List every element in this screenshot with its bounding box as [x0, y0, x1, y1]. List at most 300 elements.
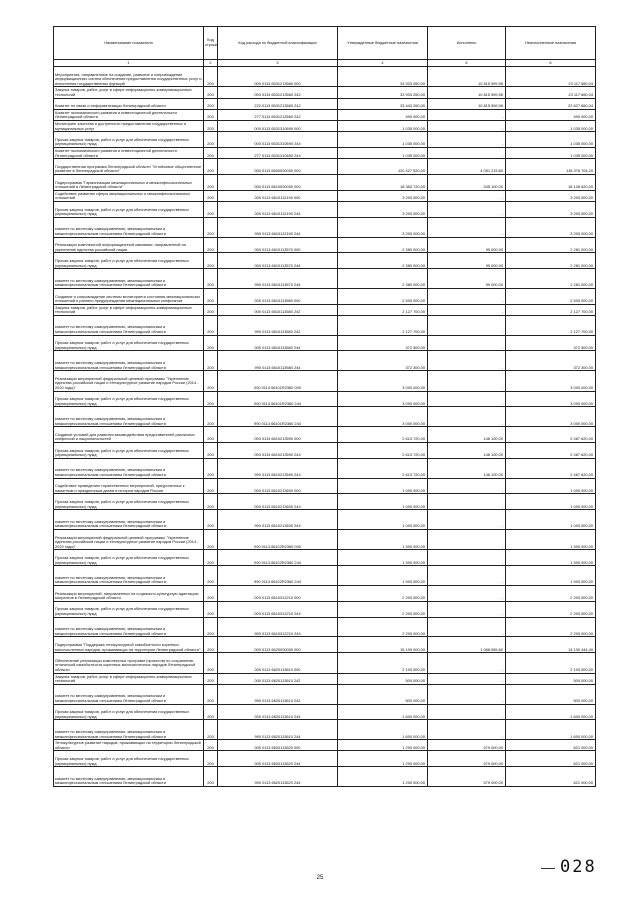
row-line-code: 200 — [204, 304, 218, 315]
row-unexecuted: 14 130 444,40 — [506, 637, 596, 653]
row-budget-code: 277 0113 6531310690 244 — [218, 147, 338, 158]
row-executed: - — [428, 673, 506, 684]
row-approved: 2 613 720,00 — [338, 458, 428, 478]
header-line-code: Код строки — [204, 27, 218, 60]
table-row — [54, 740, 596, 751]
row-approved: 33 933 260,00 — [338, 87, 428, 98]
row-name: Закупка товаров, работ, услуг в сфере информационно-коммуникационных технологий — [54, 304, 204, 315]
row-name: комитет по местному самоуправлению, межнациональным и межконфессиональным отношениям Ленинградской области — [54, 767, 204, 787]
row-line-code: 200 — [204, 751, 218, 767]
row-unexecuted: 2 127 700,00 — [506, 315, 596, 335]
row-unexecuted: 1 500 000,00 — [506, 566, 596, 586]
row-approved: 1 200 000,00 — [338, 740, 428, 751]
row-executed: 579 000,00 — [428, 751, 506, 767]
row-unexecuted: 1 600 000,00 — [506, 704, 596, 720]
column-number: 3 — [218, 60, 338, 67]
row-line-code: 200 — [204, 335, 218, 351]
row-executed: 1 068 555,60 — [428, 637, 506, 653]
row-approved: 372 300,00 — [338, 335, 428, 351]
row-line-code: 200 — [204, 67, 218, 87]
row-unexecuted: 1 500 000,00 — [506, 550, 596, 566]
row-budget-code: 990 0113 6620113610 242 — [218, 684, 338, 704]
table-row — [54, 617, 596, 637]
row-executed: - — [428, 586, 506, 602]
row-unexecuted: 490 000,00 — [506, 109, 596, 120]
row-unexecuted: 2 200 000,00 — [506, 601, 596, 617]
row-line-code: 200 — [204, 458, 218, 478]
row-budget-code: 000 0113 6610312210 000 — [218, 586, 338, 602]
row-budget-code: 000 0113 6610112190 000 — [218, 190, 338, 201]
row-executed: - — [428, 550, 506, 566]
row-line-code: 200 — [204, 510, 218, 530]
row-unexecuted: 2 500 000,00 — [506, 288, 596, 304]
row-executed: - — [428, 190, 506, 201]
row-executed: - — [428, 510, 506, 530]
row-line-code: 200 — [204, 269, 218, 289]
row-budget-code: 990 0113 6620113610 244 — [218, 720, 338, 740]
table-row — [54, 601, 596, 617]
row-approved: 2 613 720,00 — [338, 427, 428, 443]
row-executed: - — [428, 147, 506, 158]
row-approved: 1 200 000,00 — [338, 767, 428, 787]
row-unexecuted: 1 000 000,00 — [506, 494, 596, 510]
row-budget-code: 990 0113 6610113580 244 — [218, 351, 338, 371]
row-executed: - — [428, 494, 506, 510]
row-unexecuted: 1 035 000,00 — [506, 147, 596, 158]
row-name: комитет по местному самоуправлению, межнациональным и межконфессиональным отношениям Ленинградской области — [54, 458, 204, 478]
row-name: Прочая закупка товаров, работ и услуг для обеспечения государственных (муниципальных) нужд — [54, 751, 204, 767]
column-number: 1 — [54, 60, 204, 67]
row-budget-code: 990 0113 6620113620 244 — [218, 767, 338, 787]
row-budget-code: 000 0113 6610112190 244 — [218, 201, 338, 217]
row-line-code: 200 — [204, 147, 218, 158]
row-unexecuted: 3 000 000,00 — [506, 407, 596, 427]
row-line-code: 200 — [204, 288, 218, 304]
sheet-stamp-number: 028 — [560, 857, 597, 877]
row-line-code: 200 — [204, 704, 218, 720]
row-budget-code: 000 0113 6610213600 000 — [218, 478, 338, 494]
row-budget-code: 000 0113 6610213600 244 — [218, 494, 338, 510]
header-name: Наименование показателя — [54, 27, 204, 60]
row-name: комитет по местному самоуправлению, межнациональным и межконфессиональным отношениям Ленинградской области — [54, 510, 204, 530]
row-line-code: 200 — [204, 315, 218, 335]
row-unexecuted: 2 200 000,00 — [506, 617, 596, 637]
row-name: Прочая закупка товаров, работ и услуг для обеспечения государственных (муниципальных) нужд — [54, 201, 204, 217]
row-unexecuted: 23 117 660,04 — [506, 67, 596, 87]
table-row — [54, 109, 596, 120]
row-name: Прочая закупка товаров, работ и услуг для обеспечения государственных (муниципальных) нужд — [54, 550, 204, 566]
row-unexecuted: 2 467 620,00 — [506, 443, 596, 459]
table-row — [54, 566, 596, 586]
table-row — [54, 637, 596, 653]
row-approved: 3 200 000,00 — [338, 201, 428, 217]
table-row — [54, 510, 596, 530]
row-line-code: 200 — [204, 740, 218, 751]
row-line-code: 200 — [204, 637, 218, 653]
row-budget-code: 990 0113 66101R2360 244 — [218, 407, 338, 427]
row-budget-code: 990 0113 6610113580 242 — [218, 315, 338, 335]
row-executed: - — [428, 653, 506, 673]
row-approved: 1 500 000,00 — [338, 530, 428, 550]
row-line-code: 200 — [204, 767, 218, 787]
row-approved: 1 000 000,00 — [338, 494, 428, 510]
table-row — [54, 304, 596, 315]
row-executed: - — [428, 201, 506, 217]
row-executed: 579 000,00 — [428, 767, 506, 787]
row-executed: - — [428, 304, 506, 315]
row-line-code: 200 — [204, 443, 218, 459]
table-row — [54, 684, 596, 704]
row-line-code: 200 — [204, 427, 218, 443]
row-budget-code: 000 0113 6620113610 000 — [218, 653, 338, 673]
row-budget-code: 000 0113 6610113580 000 — [218, 288, 338, 304]
row-name: комитет по местному самоуправлению, межнациональным и межконфессиональным отношениям Ленинградской области — [54, 217, 204, 237]
row-approved: 3 200 000,00 — [338, 217, 428, 237]
table-row — [54, 315, 596, 335]
row-name: Реализация мероприятий, направленных на социально-культурную адаптацию мигрантов в Ленинградской области — [54, 586, 204, 602]
row-executed: - — [428, 601, 506, 617]
row-approved: 1 000 000,00 — [338, 478, 428, 494]
row-budget-code: 000 0113 6610113570 000 — [218, 237, 338, 253]
row-budget-code: 000 0113 6600000000 000 — [218, 159, 338, 175]
table-row — [54, 335, 596, 351]
column-number: 5 — [428, 60, 506, 67]
row-name: комитет по местному самоуправлению, межнациональным и межконфессиональным отношениям Ленинградской области — [54, 351, 204, 371]
row-executed: - — [428, 720, 506, 740]
row-budget-code: 000 0113 66102R2360 000 — [218, 530, 338, 550]
row-approved: 3 000 000,00 — [338, 391, 428, 407]
table-row — [54, 201, 596, 217]
row-executed: 4 051 215,80 — [428, 159, 506, 175]
row-budget-code: 000 0113 66102R2360 244 — [218, 550, 338, 566]
row-unexecuted: 1 000 000,00 — [506, 478, 596, 494]
row-executed: 245 100,00 — [428, 174, 506, 190]
table-row — [54, 443, 596, 459]
table-row — [54, 132, 596, 148]
header-approved: Утвержденные бюджетные назначения — [338, 27, 428, 60]
table-row — [54, 391, 596, 407]
row-approved: 2 613 720,00 — [338, 443, 428, 459]
row-line-code: 200 — [204, 530, 218, 550]
row-name: Комитет экономического развития и инвестиционной деятельности Ленинградской области — [54, 109, 204, 120]
row-line-code: 200 — [204, 159, 218, 175]
row-approved: 490 000,00 — [338, 109, 428, 120]
table-row — [54, 704, 596, 720]
row-name: Подпрограмма "Гармонизация межнациональных и межконфессиональных отношений в Ленинградской области" — [54, 174, 204, 190]
row-unexecuted: 1 000 000,00 — [506, 510, 596, 530]
table-row — [54, 767, 596, 787]
row-approved: 2 100 000,00 — [338, 653, 428, 673]
column-number: 2 — [204, 60, 218, 67]
row-line-code: 200 — [204, 684, 218, 704]
column-number: 4 — [338, 60, 428, 67]
row-line-code: 200 — [204, 174, 218, 190]
row-name: Реализация мероприятий федеральной целевой программы "Укрепление единства российской нации и этнокультурное развитие народов России (2014 - 2020 годы)" — [54, 530, 204, 550]
row-approved: 2 380 000,00 — [338, 237, 428, 253]
row-approved: 500 000,00 — [338, 684, 428, 704]
row-name: Обеспечение реализации комплексных программ (проектов) по сохранению этнической самобытности коренных малочисленных народов Ленинградской области — [54, 653, 204, 673]
table-row — [54, 586, 596, 602]
row-unexecuted: 500 000,00 — [506, 684, 596, 704]
row-name: Прочая закупка товаров, работ и услуг для обеспечения государственных (муниципальных) нужд — [54, 494, 204, 510]
row-unexecuted: 1 600 000,00 — [506, 720, 596, 740]
table-row — [54, 67, 596, 87]
row-unexecuted: 372 300,00 — [506, 351, 596, 371]
row-budget-code: 222 0113 6531213560 242 — [218, 98, 338, 109]
row-line-code: 200 — [204, 673, 218, 684]
row-line-code: 200 — [204, 351, 218, 371]
row-name: Прочая закупка товаров, работ и услуг для обеспечения государственных (муниципальных) нужд — [54, 601, 204, 617]
row-budget-code: 000 0113 6620000000 000 — [218, 637, 338, 653]
row-executed: - — [428, 566, 506, 586]
row-executed: 579 000,00 — [428, 740, 506, 751]
row-unexecuted: 500 000,00 — [506, 673, 596, 684]
table-row — [54, 653, 596, 673]
row-executed: 146 100,00 — [428, 427, 506, 443]
row-name: Создание условий для развития взаимодействия представителей различных конфессий и национальностей — [54, 427, 204, 443]
row-name: Закупка товаров, работ, услуг в сфере информационно-коммуникационных технологий — [54, 673, 204, 684]
row-executed: - — [428, 391, 506, 407]
row-line-code: 200 — [204, 190, 218, 201]
table-row — [54, 237, 596, 253]
page-number: 25 — [316, 875, 324, 881]
row-executed: - — [428, 407, 506, 427]
row-budget-code: 000 0113 6610113570 244 — [218, 253, 338, 269]
budget-report-sheet — [53, 26, 595, 787]
table-row — [54, 269, 596, 289]
row-budget-code: 000 0113 66101R2360 000 — [218, 371, 338, 391]
table-row — [54, 407, 596, 427]
table-row — [54, 530, 596, 550]
table-row — [54, 159, 596, 175]
row-approved: 2 500 000,00 — [338, 288, 428, 304]
row-unexecuted: 621 000,00 — [506, 740, 596, 751]
row-name: Закупка товаров, работ, услуг в сфере информационно-коммуникационных технологий — [54, 87, 204, 98]
row-budget-code: 990 0113 6610213600 244 — [218, 510, 338, 530]
row-budget-code: 000 0113 66101R2360 244 — [218, 391, 338, 407]
row-executed: 146 100,00 — [428, 458, 506, 478]
row-executed: 99 000,00 — [428, 269, 506, 289]
row-budget-code: 990 0113 6610213590 244 — [218, 458, 338, 478]
row-line-code: 200 — [204, 407, 218, 427]
row-approved: 2 200 000,00 — [338, 601, 428, 617]
row-line-code: 200 — [204, 550, 218, 566]
row-name: Этнокультурное развитие народов, проживающих на территории Ленинградской области — [54, 740, 204, 751]
row-budget-code: 990 0113 6610112190 244 — [218, 217, 338, 237]
row-approved: 120 427 920,00 — [338, 159, 428, 175]
row-budget-code: 000 0113 6620113620 244 — [218, 751, 338, 767]
row-approved: 1 000 000,00 — [338, 510, 428, 530]
row-unexecuted: 3 200 000,00 — [506, 201, 596, 217]
row-budget-code: 277 0113 6531213560 242 — [218, 109, 338, 120]
table-row — [54, 87, 596, 98]
row-name: Комитет по связи и информатизации Ленинградской области — [54, 98, 204, 109]
table-row — [54, 120, 596, 131]
table-row — [54, 751, 596, 767]
row-name: Государственная программа Ленинградской области "Устойчивое общественное развитие в Ленинградской области" — [54, 159, 204, 175]
row-line-code: 200 — [204, 601, 218, 617]
column-number-row — [54, 60, 596, 67]
table-row — [54, 217, 596, 237]
row-name: Реализация мероприятий федеральной целевой программы "Укрепление единства российской нации и этнокультурное развитие народов России (2014 - 2020 годы)" — [54, 371, 204, 391]
row-unexecuted: 621 000,00 — [506, 751, 596, 767]
row-line-code: 200 — [204, 201, 218, 217]
row-budget-code: 000 0113 6620113610 244 — [218, 704, 338, 720]
row-executed: - — [428, 530, 506, 550]
row-approved: 2 127 700,00 — [338, 315, 428, 335]
row-line-code: 200 — [204, 217, 218, 237]
row-approved: 18 383 720,00 — [338, 174, 428, 190]
row-line-code: 200 — [204, 98, 218, 109]
row-name: комитет по местному самоуправлению, межнациональным и межконфессиональным отношениям Ленинградской области — [54, 720, 204, 740]
row-line-code: 200 — [204, 720, 218, 740]
row-line-code: 200 — [204, 371, 218, 391]
row-executed: - — [428, 120, 506, 131]
row-executed: - — [428, 351, 506, 371]
row-name: Прочая закупка товаров, работ и услуг для обеспечения государственных (муниципальных) нужд — [54, 391, 204, 407]
row-unexecuted: 3 000 000,00 — [506, 391, 596, 407]
row-line-code: 200 — [204, 478, 218, 494]
row-unexecuted: 2 281 000,00 — [506, 269, 596, 289]
row-executed: - — [428, 132, 506, 148]
row-approved: 2 200 000,00 — [338, 617, 428, 637]
row-unexecuted: 2 200 000,00 — [506, 586, 596, 602]
row-unexecuted: 2 100 000,00 — [506, 653, 596, 673]
row-approved: 1 035 000,00 — [338, 147, 428, 158]
table-row — [54, 288, 596, 304]
row-executed: - — [428, 217, 506, 237]
row-approved: 1 200 000,00 — [338, 751, 428, 767]
row-line-code: 200 — [204, 87, 218, 98]
table-row — [54, 98, 596, 109]
row-budget-code: 990 0113 6610113570 244 — [218, 269, 338, 289]
row-executed: - — [428, 335, 506, 351]
row-approved: 3 200 000,00 — [338, 190, 428, 201]
table-row — [54, 174, 596, 190]
row-approved: 2 380 000,00 — [338, 269, 428, 289]
row-unexecuted: 22 627 660,04 — [506, 98, 596, 109]
row-budget-code: 000 0113 6531310690 244 — [218, 132, 338, 148]
row-approved: 2 127 700,00 — [338, 304, 428, 315]
row-unexecuted: 116 376 704,20 — [506, 159, 596, 175]
row-name: комитет по местному самоуправлению, межнациональным и межконфессиональным отношениям Ленинградской области — [54, 269, 204, 289]
row-unexecuted: 18 138 620,00 — [506, 174, 596, 190]
row-executed: 10 815 599,96 — [428, 98, 506, 109]
table-row — [54, 427, 596, 443]
row-executed: 146 100,00 — [428, 443, 506, 459]
row-line-code: 200 — [204, 237, 218, 253]
row-approved: 2 380 000,00 — [338, 253, 428, 269]
row-approved: 3 000 000,00 — [338, 371, 428, 391]
row-name: Мероприятия, направленные на создание, развитие и сопровождение информационных систем обеспечения предоставления государственных услуг и исполнения государственных функций — [54, 67, 204, 87]
table-row — [54, 351, 596, 371]
row-budget-code: 990 0113 66102R2360 244 — [218, 566, 338, 586]
row-executed: - — [428, 478, 506, 494]
row-unexecuted: 2 127 700,00 — [506, 304, 596, 315]
row-unexecuted: 1 035 000,00 — [506, 120, 596, 131]
row-name: комитет по местному самоуправлению, межнациональным и межконфессиональным отношениям Ленинградской области — [54, 566, 204, 586]
table-row — [54, 478, 596, 494]
row-approved: 15 199 000,00 — [338, 637, 428, 653]
table-row — [54, 673, 596, 684]
row-executed: 99 000,00 — [428, 253, 506, 269]
row-unexecuted: 2 281 000,00 — [506, 253, 596, 269]
header-budget-code: Код расхода по бюджетной классификации — [218, 27, 338, 60]
row-unexecuted: 2 467 620,00 — [506, 427, 596, 443]
row-budget-code: 000 0113 6610213590 244 — [218, 443, 338, 459]
row-unexecuted: 2 467 620,00 — [506, 458, 596, 478]
table-row — [54, 147, 596, 158]
row-approved: 3 000 000,00 — [338, 407, 428, 427]
budget-execution-table — [53, 26, 596, 787]
row-approved: 2 200 000,00 — [338, 586, 428, 602]
header-unexecuted: Неисполненные назначения — [506, 27, 596, 60]
row-name: комитет по местному самоуправлению, межнациональным и межконфессиональным отношениям Ленинградской области — [54, 407, 204, 427]
row-executed: - — [428, 315, 506, 335]
row-unexecuted: 3 200 000,00 — [506, 217, 596, 237]
stamp-dash — [541, 868, 555, 869]
row-budget-code: 000 0113 6531310690 000 — [218, 120, 338, 131]
row-line-code: 200 — [204, 253, 218, 269]
row-budget-code: 000 0113 6620113620 000 — [218, 740, 338, 751]
row-unexecuted: 1 035 000,00 — [506, 132, 596, 148]
row-name: Комитет экономического развития и инвестиционной деятельности Ленинградской области — [54, 147, 204, 158]
row-line-code: 200 — [204, 653, 218, 673]
row-name: Прочая закупка товаров, работ и услуг для обеспечения государственных (муниципальных) нужд — [54, 253, 204, 269]
row-line-code: 200 — [204, 132, 218, 148]
row-budget-code: 000 0113 6610312210 244 — [218, 601, 338, 617]
row-name: Реализация комплексной информационной кампании, направленной на укрепление единства российской нации — [54, 237, 204, 253]
header-executed: Исполнено — [428, 27, 506, 60]
row-executed: - — [428, 704, 506, 720]
row-unexecuted: 1 500 000,00 — [506, 530, 596, 550]
table-row — [54, 720, 596, 740]
row-name: комитет по местному самоуправлению, межнациональным и межконфессиональным отношениям Ленинградской области — [54, 617, 204, 637]
table-row — [54, 371, 596, 391]
row-approved: 1 500 000,00 — [338, 550, 428, 566]
row-approved: 1 500 000,00 — [338, 566, 428, 586]
table-row — [54, 190, 596, 201]
row-line-code: 200 — [204, 109, 218, 120]
row-approved: 372 300,00 — [338, 351, 428, 371]
row-executed: - — [428, 371, 506, 391]
row-budget-code: 990 0113 6610312210 244 — [218, 617, 338, 637]
row-executed: 10 815 599,96 — [428, 87, 506, 98]
row-name: Прочая закупка товаров, работ и услуг для обеспечения государственных (муниципальных) нужд — [54, 704, 204, 720]
row-executed: - — [428, 617, 506, 637]
table-row — [54, 458, 596, 478]
row-name: Прочая закупка товаров, работ и услуг для обеспечения государственных (муниципальных) нужд — [54, 132, 204, 148]
row-line-code: 200 — [204, 391, 218, 407]
row-unexecuted: 3 000 000,00 — [506, 371, 596, 391]
row-executed: - — [428, 684, 506, 704]
row-executed: - — [428, 288, 506, 304]
row-budget-code: 000 0113 6531213560 000 — [218, 67, 338, 87]
row-unexecuted: 621 000,00 — [506, 767, 596, 787]
row-name: Мониторинг качества и доступности предоставления государственных и муниципальных услуг — [54, 120, 204, 131]
row-line-code: 200 — [204, 120, 218, 131]
row-name: Подпрограмма "Поддержка этнокультурной самобытности коренных малочисленных народов, проживающих на территории Ленинградской области" — [54, 637, 204, 653]
row-unexecuted: 2 281 000,00 — [506, 237, 596, 253]
row-approved: 1 035 000,00 — [338, 132, 428, 148]
row-budget-code: 000 0113 6620113610 242 — [218, 673, 338, 684]
row-name: Прочая закупка товаров, работ и услуг для обеспечения государственных (муниципальных) нужд — [54, 335, 204, 351]
row-line-code: 200 — [204, 617, 218, 637]
row-executed: 99 000,00 — [428, 237, 506, 253]
row-line-code: 200 — [204, 586, 218, 602]
table-row — [54, 253, 596, 269]
table-row — [54, 550, 596, 566]
